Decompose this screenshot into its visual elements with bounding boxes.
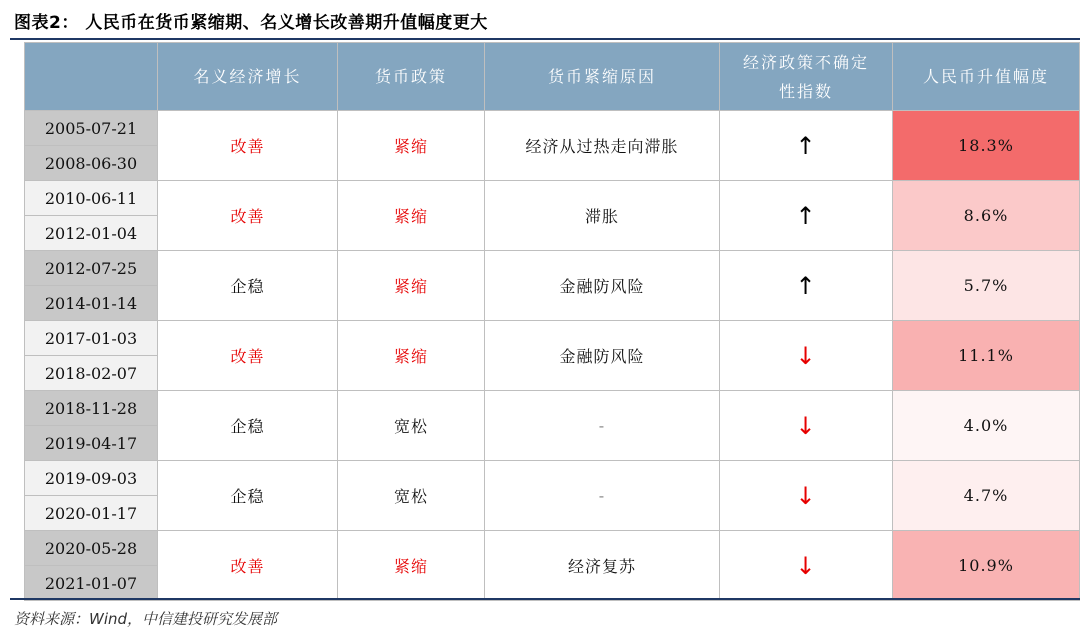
end-date: 2019-04-17 bbox=[25, 426, 158, 461]
table-row bbox=[25, 531, 1080, 566]
start-date: 2005-07-21 bbox=[25, 111, 158, 146]
start-date: 2012-07-25 bbox=[25, 251, 158, 286]
table-row bbox=[25, 111, 1080, 146]
policy-cell: 宽松 bbox=[338, 391, 485, 461]
arrow-down-icon: ↓ bbox=[720, 321, 893, 391]
arrow-up-icon: ↑ bbox=[720, 181, 893, 251]
start-date: 2018-11-28 bbox=[25, 391, 158, 426]
reason-cell: 金融防风险 bbox=[485, 251, 720, 321]
arrow-up-icon: ↑ bbox=[720, 251, 893, 321]
header-reason: 货币紧缩原因 bbox=[485, 43, 720, 111]
appreciation-table bbox=[24, 42, 1080, 601]
arrow-down-icon: ↓ bbox=[720, 531, 893, 601]
table-row bbox=[25, 251, 1080, 286]
end-date: 2020-01-17 bbox=[25, 496, 158, 531]
policy-cell: 紧缩 bbox=[338, 321, 485, 391]
reason-cell: 经济复苏 bbox=[485, 531, 720, 601]
appreciation-cell: 18.3% bbox=[893, 111, 1080, 181]
arrow-up-icon: ↑ bbox=[720, 111, 893, 181]
table-row bbox=[25, 461, 1080, 496]
top-rule bbox=[10, 38, 1080, 40]
growth-cell: 改善 bbox=[158, 531, 338, 601]
start-date: 2020-05-28 bbox=[25, 531, 158, 566]
reason-cell: - bbox=[485, 391, 720, 461]
end-date: 2018-02-07 bbox=[25, 356, 158, 391]
bottom-rule bbox=[10, 598, 1080, 600]
reason-cell: 金融防风险 bbox=[485, 321, 720, 391]
growth-cell: 改善 bbox=[158, 321, 338, 391]
policy-cell: 紧缩 bbox=[338, 111, 485, 181]
table-body bbox=[25, 111, 1080, 601]
source-note: 资料来源：Wind，中信建投研究发展部 bbox=[14, 610, 278, 628]
appreciation-cell: 4.0% bbox=[893, 391, 1080, 461]
reason-cell: 滞胀 bbox=[485, 181, 720, 251]
start-date: 2017-01-03 bbox=[25, 321, 158, 356]
header-period bbox=[25, 43, 158, 111]
growth-cell: 企稳 bbox=[158, 461, 338, 531]
header-uncertainty-line1: 经济政策不确定 bbox=[742, 52, 869, 72]
start-date: 2010-06-11 bbox=[25, 181, 158, 216]
appreciation-cell: 11.1% bbox=[893, 321, 1080, 391]
growth-cell: 改善 bbox=[158, 111, 338, 181]
header-appreciation: 人民币升值幅度 bbox=[893, 43, 1080, 111]
reason-cell: 经济从过热走向滞胀 bbox=[485, 111, 720, 181]
policy-cell: 紧缩 bbox=[338, 251, 485, 321]
start-date: 2019-09-03 bbox=[25, 461, 158, 496]
policy-cell: 宽松 bbox=[338, 461, 485, 531]
end-date: 2008-06-30 bbox=[25, 146, 158, 181]
header-policy: 货币政策 bbox=[338, 43, 485, 111]
end-date: 2012-01-04 bbox=[25, 216, 158, 251]
growth-cell: 企稳 bbox=[158, 391, 338, 461]
policy-cell: 紧缩 bbox=[338, 181, 485, 251]
table-row bbox=[25, 321, 1080, 356]
appreciation-cell: 10.9% bbox=[893, 531, 1080, 601]
figure-title: 图表2： 人民币在货币紧缩期、名义增长改善期升值幅度更大 bbox=[14, 13, 488, 33]
appreciation-cell: 4.7% bbox=[893, 461, 1080, 531]
reason-cell: - bbox=[485, 461, 720, 531]
appreciation-cell: 5.7% bbox=[893, 251, 1080, 321]
appreciation-cell: 8.6% bbox=[893, 181, 1080, 251]
header-uncertainty-line2: 性指数 bbox=[778, 81, 833, 101]
growth-cell: 改善 bbox=[158, 181, 338, 251]
arrow-down-icon: ↓ bbox=[720, 461, 893, 531]
end-date: 2014-01-14 bbox=[25, 286, 158, 321]
header-uncertainty bbox=[720, 43, 893, 111]
header-growth: 名义经济增长 bbox=[158, 43, 338, 111]
arrow-down-icon: ↓ bbox=[720, 391, 893, 461]
growth-cell: 企稳 bbox=[158, 251, 338, 321]
end-date: 2021-01-07 bbox=[25, 566, 158, 601]
policy-cell: 紧缩 bbox=[338, 531, 485, 601]
table-row bbox=[25, 181, 1080, 216]
table-row bbox=[25, 391, 1080, 426]
